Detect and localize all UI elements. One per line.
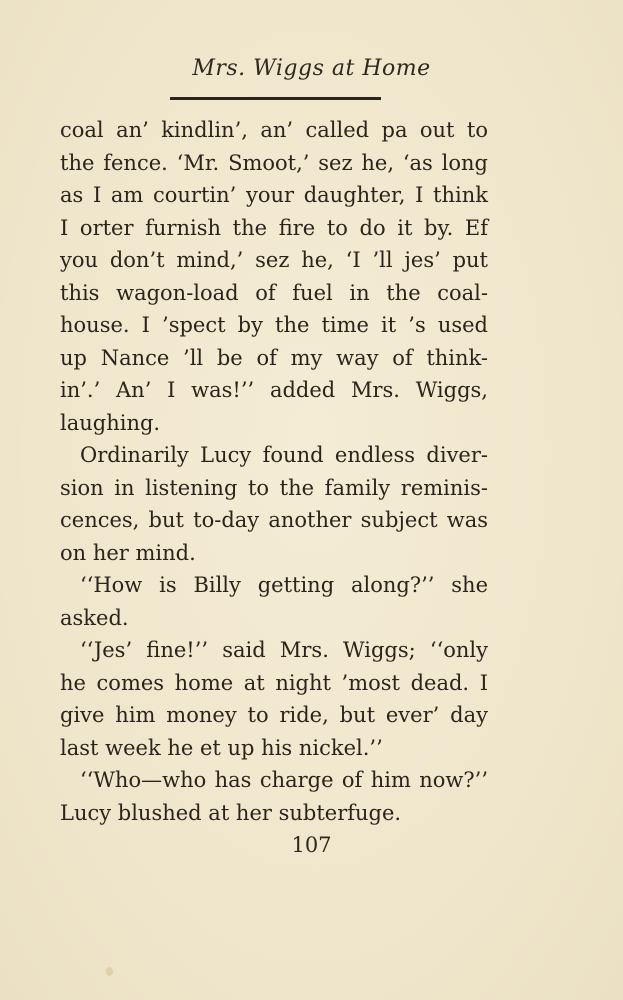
text-line: Ordinarily Lucy found endless diver-: [80, 443, 488, 467]
paper-speck: [106, 967, 113, 976]
text-line: up Nance ’ll be of my way of think-: [60, 345, 488, 370]
text-line: I orter furnish the fire to do it by. Ef: [60, 215, 488, 240]
text-line: asked.: [60, 605, 129, 630]
text-line: ‘‘How is Billy getting along?’’ she: [80, 573, 488, 597]
text-line: in’.’ An’ I was!’’ added Mrs. Wiggs,: [60, 378, 488, 402]
text-line: laughing.: [60, 410, 161, 435]
text-line: sion in listening to the family reminis-: [60, 475, 488, 500]
text-line: this wagon-load of fuel in the coal-: [60, 280, 488, 305]
text-line: cences, but to-day another subject was: [60, 508, 488, 532]
text-line: he comes home at night ’most dead. I: [60, 670, 488, 695]
text-line: on her mind.: [60, 540, 196, 565]
text-line: coal an’ kindlin’, an’ called pa out to: [60, 118, 488, 142]
text-line: as I am courtin’ your daughter, I think: [60, 183, 488, 207]
running-head: Mrs. Wiggs at Home: [192, 56, 431, 81]
text-line: the fence. ‘Mr. Smoot,’ sez he, ‘as long: [60, 150, 488, 175]
text-line: Lucy blushed at her subterfuge.: [60, 800, 402, 825]
body-text: [60, 114, 488, 829]
text-line: ‘‘Jes’ fine!’’ said Mrs. Wiggs; ‘‘only: [80, 638, 488, 662]
text-line: last week he et up his nickel.’’: [60, 735, 383, 760]
text-line: ‘‘Who—who has charge of him now?’’: [80, 768, 488, 792]
header-rule: [170, 97, 381, 100]
text-line: house. I ’spect by the time it ’s used: [60, 313, 488, 337]
page-number: 107: [291, 833, 332, 857]
text-line: give him money to ride, but ever’ day: [60, 703, 488, 727]
text-line: you don’t mind,’ sez he, ‘I ’ll jes’ put: [60, 248, 488, 272]
